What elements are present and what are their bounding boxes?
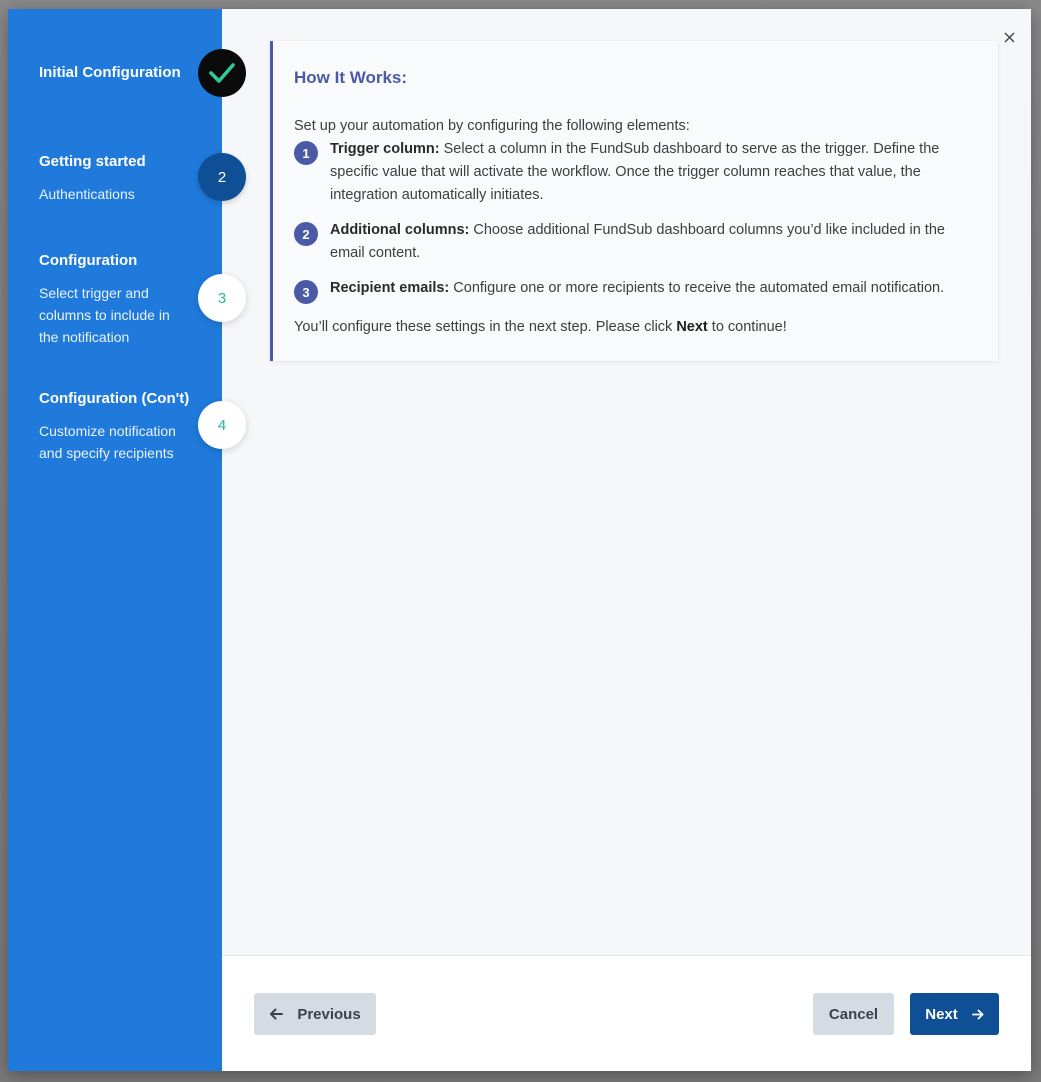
step-number-badge: 2 — [198, 153, 246, 201]
list-item — [294, 138, 978, 207]
integration-setup-dialog — [8, 9, 1031, 1071]
previous-button[interactable] — [254, 993, 376, 1035]
close-icon — [1004, 32, 1015, 43]
step-description: Select trigger and columns to include in the notification — [39, 285, 170, 345]
item-number-badge: 2 — [294, 222, 318, 246]
step-description: Authentications — [39, 186, 135, 202]
item-label: Recipient emails: — [330, 280, 450, 296]
card-intro: Set up your automation by configuring the following elements: — [294, 118, 690, 134]
dialog-footer — [222, 955, 1031, 1071]
item-number-badge: 1 — [294, 141, 318, 165]
list-item — [294, 219, 978, 265]
item-text — [330, 219, 978, 265]
next-label: Next — [925, 1005, 958, 1023]
step-initial-configuration[interactable] — [39, 63, 219, 83]
item-text — [330, 277, 978, 300]
next-button[interactable] — [910, 993, 999, 1035]
item-description: Choose additional FundSub dashboard columns you’d like included in the email content. — [330, 222, 945, 261]
footer-text-end: to continue! — [707, 319, 787, 335]
previous-label: Previous — [297, 1005, 361, 1023]
item-description: Configure one or more recipients to receive the automated email notification. — [449, 280, 945, 296]
step-title: Configuration (Con't) — [39, 390, 190, 407]
item-description: Select a column in the FundSub dashboard to serve as the trigger. Define the specific value that will activate the workflow. Once the trigger column reaches that value, the integration automatically initiates. — [330, 141, 940, 203]
stepper-sidebar — [8, 9, 227, 1071]
item-label: Additional columns: — [330, 222, 470, 238]
item-text — [330, 138, 978, 207]
step-complete-badge — [198, 49, 246, 97]
card-footer-note — [294, 316, 978, 339]
item-label: Trigger column: — [330, 141, 440, 157]
cancel-button[interactable] — [813, 993, 894, 1035]
step-title: Configuration — [39, 252, 138, 269]
card-title: How It Works: — [294, 68, 408, 87]
item-number-badge: 3 — [294, 280, 318, 304]
footer-next-emphasis: Next — [676, 319, 708, 335]
how-it-works-card — [270, 41, 998, 361]
close-button[interactable] — [1001, 29, 1017, 45]
step-getting-started[interactable] — [39, 152, 219, 205]
step-configuration-cont[interactable] — [39, 389, 219, 464]
step-title: Initial Configuration — [39, 64, 181, 81]
step-number-badge: 3 — [198, 274, 246, 322]
cancel-label: Cancel — [828, 1005, 879, 1023]
check-icon — [208, 62, 236, 84]
step-configuration[interactable] — [39, 251, 219, 348]
arrow-right-icon — [972, 1009, 984, 1020]
list-item — [294, 277, 978, 304]
step-description: Customize notification and specify recipients — [39, 423, 176, 461]
footer-text: You’ll configure these settings in the next step. Please click — [294, 319, 677, 335]
step-number-badge: 4 — [198, 401, 246, 449]
step-title: Getting started — [39, 153, 146, 170]
arrow-left-icon — [269, 1008, 283, 1020]
